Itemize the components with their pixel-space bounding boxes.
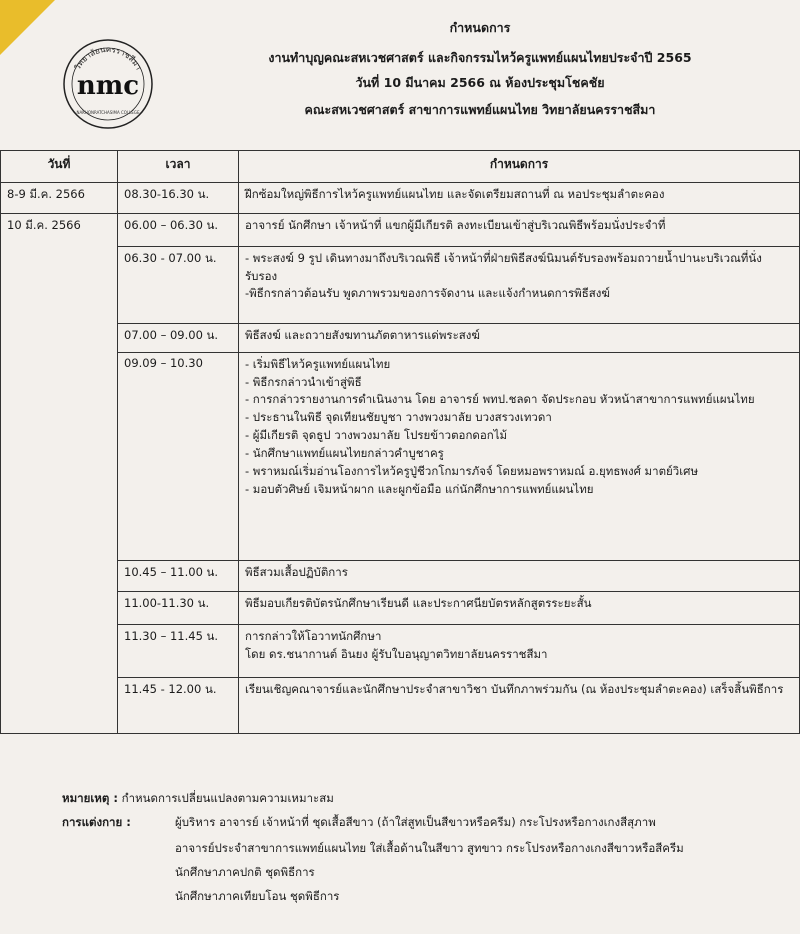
agenda-item: - นักศึกษาแพทย์แผนไทยกล่าวคำบูชาครู [245, 445, 444, 460]
row-time: 07.00 – 09.00 น. [118, 324, 239, 353]
agenda-item: การกล่าวให้โอวาทนักศึกษา [245, 628, 382, 643]
table-row [1, 352, 800, 560]
col-header-agenda: กำหนดการ [239, 151, 800, 183]
table-row [1, 213, 800, 246]
row-agenda [239, 213, 800, 246]
organizer: คณะสหเวชศาสตร์ สาขาการแพทย์แผนไทย วิทยาลัยนครราชสีมา [304, 102, 656, 117]
doc-title: กำหนดการ [449, 20, 511, 35]
table-row [1, 324, 800, 353]
row-agenda [239, 352, 800, 560]
agenda-item: - พิธีกรกล่าวนำเข้าสู่พิธี [245, 374, 362, 389]
remark-text: กำหนดการเปลี่ยนแปลงตามความเหมาะสม [121, 791, 334, 805]
college-logo [62, 38, 154, 130]
table-row [1, 624, 800, 678]
agenda-item: โดย ดร.ชนากานต์ อินยง ผู้รับใบอนุญาตวิทยาลัยนครราชสีมา [245, 646, 548, 661]
agenda-item: - ประธานในพิธี จุดเทียนชัยบูชา วางพวงมาลัย บวงสรวงเทวดา [245, 410, 552, 425]
row-time: 11.00-11.30 น. [118, 591, 239, 624]
agenda-item: - ผู้มีเกียรติ จุดธูป วางพวงมาลัย โปรยข้าวตอกดอกไม้ [245, 428, 508, 443]
agenda-item: - การกล่าวรายงานการดำเนินงาน โดย อาจารย์ พทป.ชลดา จัดประกอบ หัวหน้าสาขาการแพทย์แผนไทย [245, 392, 755, 407]
agenda-item: - พระสงฆ์ 9 รูป เดินทางมาถึงบริเวณพิธี เจ้าหน้าที่ฝ่ายพิธีสงฆ์นิมนต์รับรองพร้อมถวายน้ำปานะบริเวณที่นั่งรับรอง [245, 250, 762, 283]
agenda-item: เรียนเชิญคณาจารย์และนักศึกษาประจำสาขาวิชา บันทึกภาพร่วมกัน (ณ ห้องประชุมลำตะคอง) เสร็จสิ้นพิธีการ [245, 682, 784, 697]
col-header-time: เวลา [118, 151, 239, 183]
dress-code-label: การแต่งกาย : [62, 815, 131, 829]
agenda-item: พิธีสวมเสื้อปฏิบัติการ [245, 564, 348, 579]
agenda-item: พิธีมอบเกียรติบัตรนักศึกษาเรียนดี และประกาศนียบัตรหลักสูตรระยะสั้น [245, 595, 592, 610]
dress-code-line: นักศึกษาภาคเทียบโอน ชุดพิธีการ [175, 889, 340, 903]
svg-text:วิทยาลัยนครราชสีมา [73, 45, 144, 72]
dress-code-line: นักศึกษาภาคปกติ ชุดพิธีการ [175, 865, 315, 879]
col-header-date: วันที่ [1, 151, 118, 183]
remark [62, 790, 334, 808]
row-agenda [239, 182, 800, 213]
agenda-item: - พราหมณ์เริ่มอ่านโองการไหว้ครูปู่ชีวกโกมารภัจจ์ โดยหมอพราหมณ์ อ.ยุทธพงศ์ มาตย์วิเศษ [245, 463, 699, 478]
agenda-item: - มอบตัวศิษย์ เจิมหน้าผาก และผูกข้อมือ แก่นักศึกษาการแพทย์แผนไทย [245, 481, 594, 496]
logo-ring-text: วิทยาลัยนครราชสีมา [72, 44, 144, 72]
dress-code-line: ผู้บริหาร อาจารย์ เจ้าหน้าที่ ชุดเสื้อสีขาว (ถ้าใส่สูทเป็นสีขาวหรือครีม) กระโปรงหรือกางเกงสีสุภาพ [175, 815, 656, 829]
row-agenda [239, 246, 800, 323]
row-time: 11.30 – 11.45 น. [118, 624, 239, 678]
agenda-item: อาจารย์ นักศึกษา เจ้าหน้าที่ แขกผู้มีเกียรติ ลงทะเบียนเข้าสู่บริเวณพิธีพร้อมนั่งประจำที่ [245, 217, 666, 232]
row-agenda [239, 678, 800, 734]
agenda-item: - เริ่มพิธีไหว้ครูแพทย์แผนไทย [245, 356, 391, 371]
logo-mark: nmc [76, 71, 140, 101]
row-agenda [239, 560, 800, 591]
logo-subtext: NAKHONRATCHASIMA COLLEGE [76, 110, 140, 115]
remark-label: หมายเหตุ : [62, 791, 118, 805]
row-time: 10.45 – 11.00 น. [118, 560, 239, 591]
corner-fold [0, 0, 55, 55]
table-row [1, 182, 800, 213]
row-agenda [239, 324, 800, 353]
row-agenda [239, 591, 800, 624]
table-row [1, 560, 800, 591]
agenda-item: พิธีสงฆ์ และถวายสังฆทานภัตตาหารแด่พระสงฆ์ [245, 328, 480, 343]
event-date-place: วันที่ 10 มีนาคม 2566 ณ ห้องประชุมโชคชัย [355, 75, 605, 90]
row-time: 06.30 - 07.00 น. [118, 246, 239, 323]
table-row [1, 678, 800, 734]
row-date: 10 มี.ค. 2566 [1, 213, 118, 733]
table-header-row [1, 151, 800, 183]
table-row [1, 591, 800, 624]
row-agenda [239, 624, 800, 678]
row-time: 08.30-16.30 น. [118, 182, 239, 213]
row-time: 06.00 – 06.30 น. [118, 213, 239, 246]
row-time: 11.45 - 12.00 น. [118, 678, 239, 734]
table-row [1, 246, 800, 323]
row-time: 09.09 – 10.30 [118, 352, 239, 560]
agenda-item: -พิธีกรกล่าวต้อนรับ พูดภาพรวมของการจัดงาน และแจ้งกำหนดการพิธีสงฆ์ [245, 286, 610, 301]
row-date: 8-9 มี.ค. 2566 [1, 182, 118, 213]
agenda-item: ฝึกซ้อมใหญ่พิธีการไหว้ครูแพทย์แผนไทย และจัดเตรียมสถานที่ ณ หอประชุมลำตะคอง [245, 186, 665, 201]
event-title: งานทำบุญคณะสหเวชศาสตร์ และกิจกรรมไหว้ครูแพทย์แผนไทยประจำปี 2565 [268, 50, 692, 65]
schedule-table [0, 150, 800, 734]
dress-code-line: อาจารย์ประจำสาขาการแพทย์แผนไทย ใส่เสื้อด้านในสีขาว สูทขาว กระโปรงหรือกางเกงสีขาวหรือสีครีม [175, 841, 684, 855]
